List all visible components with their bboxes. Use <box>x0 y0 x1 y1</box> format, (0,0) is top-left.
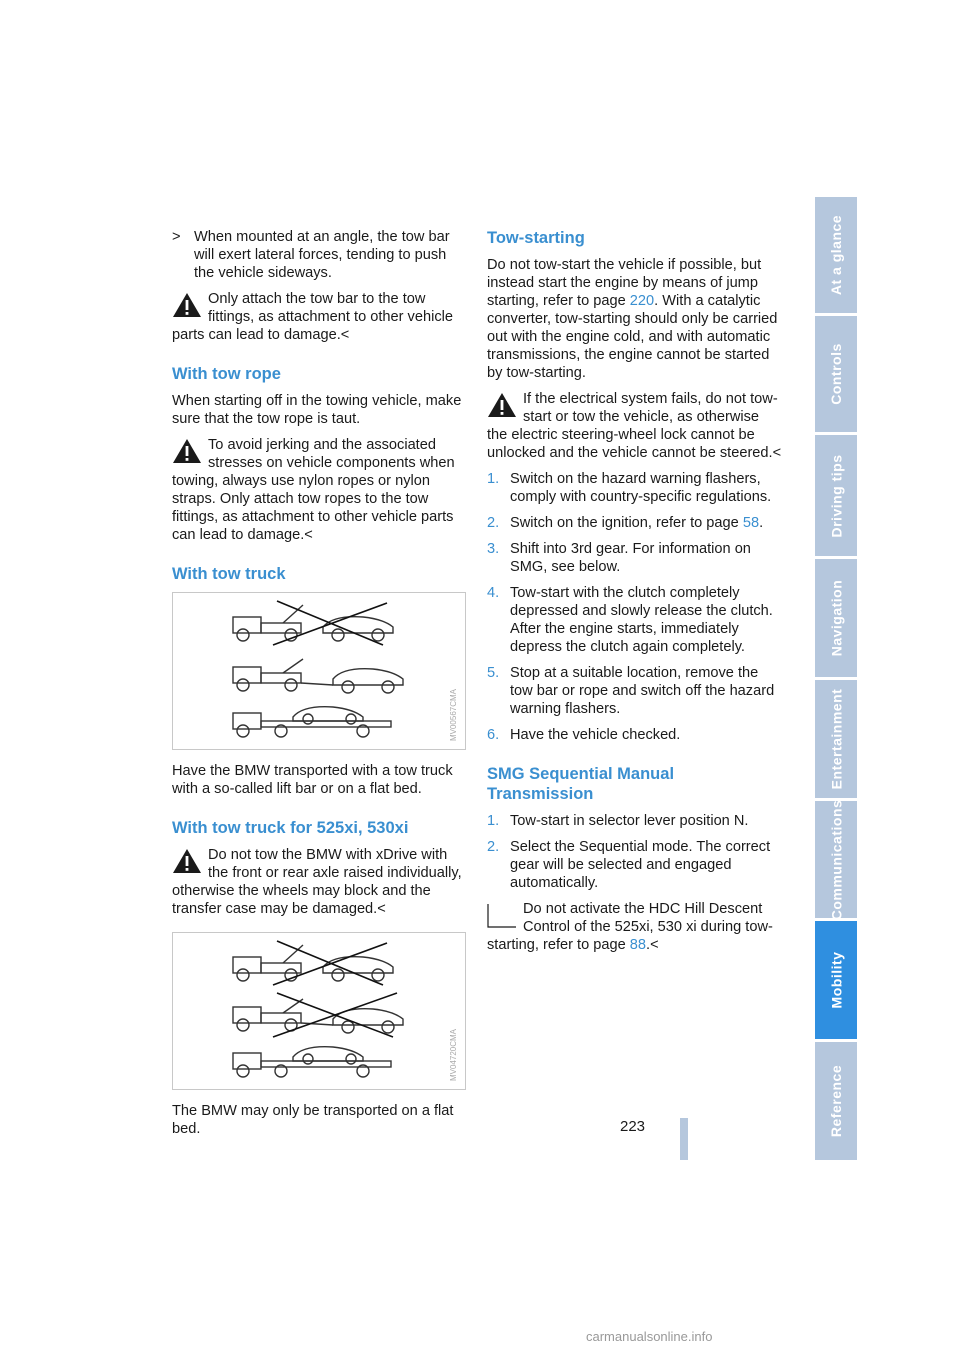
tab-label: Driving tips <box>828 453 845 538</box>
figure-code: MV04720CMA <box>449 1029 458 1082</box>
step-text: Have the vehicle checked. <box>510 727 681 743</box>
tab-label: Reference <box>828 1064 845 1138</box>
list-item <box>487 514 783 532</box>
bullet-item <box>172 228 468 282</box>
paragraph-tow-starting <box>487 256 783 382</box>
xdrive-tow-illustration <box>172 932 466 1090</box>
note-icon <box>487 902 523 936</box>
step-text: Select the Sequential mode. The correct gear will be selected and engaged automatically. <box>510 839 771 891</box>
page-link-88[interactable]: 88 <box>629 937 647 953</box>
tab-controls[interactable] <box>815 316 857 432</box>
bullet-mark: > <box>172 229 181 245</box>
tab-label: Controls <box>828 343 844 405</box>
step-number: 2. <box>487 839 500 855</box>
tow-start-steps <box>487 470 783 744</box>
list-item <box>487 812 783 830</box>
left-column <box>172 228 468 1146</box>
watermark: carmanualsonline.info <box>586 1329 713 1344</box>
warning-text: Only attach the tow bar to the tow fittings, as attachment to other vehicle parts can lead to damage.< <box>172 291 453 343</box>
warning-block <box>172 436 468 544</box>
note-block <box>487 900 783 954</box>
tab-label: Entertainment <box>828 688 844 790</box>
step-number: 5. <box>487 665 500 681</box>
figure-code: MV00567CMA <box>449 689 458 742</box>
note-text-a: Do not activate the HDC Hill Descent Control of the 525xi, 530 xi during tow-starting, refer to page <box>487 901 773 953</box>
tab-driving-tips[interactable] <box>815 435 857 556</box>
tab-label: Mobility <box>828 951 845 1009</box>
paragraph-tow-rope: When starting off in the towing vehicle, make sure that the tow rope is taut. <box>172 393 462 427</box>
tow-truck-illustration <box>172 592 466 750</box>
list-item <box>487 470 783 506</box>
chapter-tabs <box>815 197 857 1160</box>
list-item <box>487 838 783 892</box>
smg-steps <box>487 812 783 892</box>
step-number: 4. <box>487 585 500 601</box>
step-number: 6. <box>487 727 500 743</box>
right-column <box>487 228 783 962</box>
list-item <box>487 540 783 576</box>
heading-tow-starting: Tow-starting <box>487 229 585 247</box>
tow-start-text-a: Do not tow-start the vehicle if possible, but instead start the engine by means of jump starting, refer to page <box>487 257 762 309</box>
paragraph-tow-truck: Have the BMW transported with a tow truck with a so-called lift bar or on a flat bed. <box>172 763 453 797</box>
step-number: 2. <box>487 515 500 531</box>
page-number-bar <box>680 1118 688 1160</box>
tab-mobility[interactable] <box>815 921 857 1039</box>
page-number: 223 <box>620 1118 646 1135</box>
step-text: Stop at a suitable location, remove the tow bar or rope and switch off the hazard warning flashers. <box>510 665 775 717</box>
warning-block <box>487 390 783 462</box>
step-text: Tow-start in selector lever position N. <box>510 813 749 829</box>
step-text: Switch on the hazard warning flashers, comply with country-specific regulations. <box>510 471 772 505</box>
list-item <box>487 664 783 718</box>
warning-block <box>172 290 468 344</box>
heading-tow-truck-xi: With tow truck for 525xi, 530xi <box>172 819 409 837</box>
step-number: 3. <box>487 541 500 557</box>
step-text: Switch on the ignition, refer to page <box>510 515 743 531</box>
tow-start-text-b: . With a catalytic converter, tow-starting should only be carried out with the engine cold, and with automatic transmissions, the engine cannot be started by tow-starting. <box>487 293 778 381</box>
tab-at-a-glance[interactable] <box>815 197 857 313</box>
tab-label: At a glance <box>828 214 845 296</box>
page-link-220[interactable]: 220 <box>629 293 655 309</box>
tab-navigation[interactable] <box>815 559 857 677</box>
step-text: Shift into 3rd gear. For information on SMG, see below. <box>510 541 751 575</box>
paragraph-flatbed: The BMW may only be transported on a flat bed. <box>172 1103 454 1137</box>
step-text: Tow-start with the clutch completely depressed and slowly release the clutch. After the engine starts, immediately depress the clutch again completely. <box>510 585 773 655</box>
warning-icon <box>487 392 523 426</box>
bullet-text: When mounted at an angle, the tow bar will exert lateral forces, tending to push the vehicle sideways. <box>194 229 450 281</box>
warning-text: If the electrical system fails, do not tow-start or tow the vehicle, as otherwise the electric steering-wheel lock cannot be unlocked and the vehicle cannot be steered.< <box>487 391 782 461</box>
step-number: 1. <box>487 471 500 487</box>
heading-with-tow-truck: With tow truck <box>172 565 286 583</box>
warning-text: Do not tow the BMW with xDrive with the front or rear axle raised individually, otherwise the wheels may block and the transfer case may be damaged.< <box>172 847 462 917</box>
warning-icon <box>172 292 208 326</box>
warning-icon <box>172 848 208 882</box>
warning-text: To avoid jerking and the associated stresses on vehicle components when towing, always use nylon ropes or nylon straps. Only attach tow ropes to the tow fittings, as attachment to other vehicle parts can lead to damage.< <box>172 437 455 543</box>
heading-smg: SMG Sequential Manual Transmission <box>487 765 675 803</box>
xdrive-tow-drawing <box>173 933 465 1089</box>
list-item <box>487 584 783 656</box>
tab-label: Communications <box>828 799 845 920</box>
page-link-58[interactable]: 58 <box>742 515 760 531</box>
note-text-b: .< <box>646 937 659 953</box>
step-number: 1. <box>487 813 500 829</box>
heading-with-tow-rope: With tow rope <box>172 365 281 383</box>
step-text-after: . <box>759 515 764 531</box>
list-item <box>487 726 783 744</box>
tab-label: Navigation <box>828 579 845 657</box>
tow-truck-drawing <box>173 593 465 749</box>
warning-block <box>172 846 468 918</box>
warning-icon <box>172 438 208 472</box>
tab-entertainment[interactable] <box>815 680 857 798</box>
tab-communications[interactable] <box>815 801 857 918</box>
tab-reference[interactable] <box>815 1042 857 1160</box>
